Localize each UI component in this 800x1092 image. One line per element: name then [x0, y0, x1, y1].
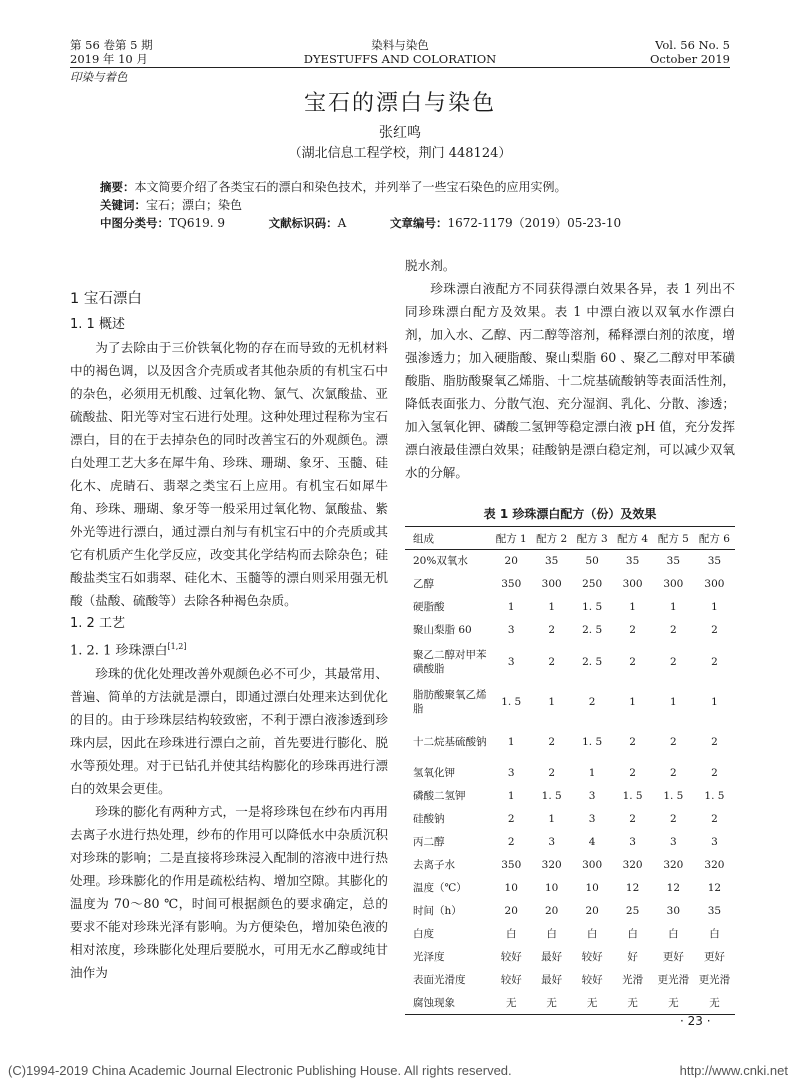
copyright-footer: (C)1994-2019 China Academic Journal Electronic Publishing House. All rights reserved. — [8, 1063, 512, 1078]
table-cell: 300 — [541, 578, 562, 590]
page-number: · 23 · — [680, 1014, 711, 1028]
table-cell: 2 — [629, 624, 636, 636]
table-cell: 2 — [629, 767, 636, 779]
table-row — [405, 900, 735, 923]
table-cell: 2 — [711, 813, 718, 825]
clc-label: 中图分类号： — [100, 216, 169, 230]
table-cell: 1. 5 — [582, 601, 603, 613]
section-heading-1: 1 宝石漂白 — [70, 291, 142, 307]
table-row-label: 温度（℃） — [413, 882, 467, 894]
table-cell: 4 — [588, 836, 596, 848]
table-cell: 20 — [504, 905, 518, 917]
right-column — [405, 254, 735, 484]
table-cell: 300 — [663, 578, 684, 590]
table-cell: 300 — [704, 578, 725, 590]
keywords-text: 宝石；漂白；染色 — [146, 198, 243, 212]
table-cell: 320 — [541, 859, 562, 871]
table-cell: 1 — [548, 695, 556, 708]
table-cell: 20 — [544, 905, 559, 917]
table-cell: 最好 — [541, 974, 563, 986]
table-cell: 3 — [588, 813, 596, 825]
left-column — [70, 282, 388, 984]
table-row-label: 时间（h） — [413, 905, 462, 917]
table-cell: 2 — [548, 624, 556, 636]
table-cell: 3 — [507, 624, 515, 636]
article-number-label: 文章编号： — [390, 216, 448, 230]
table-cell: 好 — [627, 951, 638, 963]
table-cell: 1 — [670, 601, 677, 613]
table-row — [405, 831, 735, 854]
table-row-label: 腐蚀现象 — [405, 992, 491, 1015]
table-cell: 320 — [622, 859, 643, 871]
table-cell: 12 — [666, 882, 681, 894]
section-column-label: 印染与着色 — [70, 70, 128, 84]
table-row — [405, 992, 735, 1015]
table-cell: 2 — [548, 735, 556, 748]
table-header-cell: 配方 2 — [531, 527, 571, 550]
table-cell: 35 — [666, 555, 681, 568]
table-cell: 2 — [711, 655, 718, 668]
keywords-label: 关键词： — [100, 198, 146, 212]
table-cell: 1 — [548, 601, 556, 613]
table-cell: 3 — [507, 767, 515, 779]
table-row-label: 乙醇 — [413, 578, 434, 590]
pearl-heading-ref: [1,2] — [167, 642, 187, 651]
table-cell: 3 — [548, 836, 556, 848]
table-row — [405, 682, 735, 722]
table-cell: 1. 5 — [582, 735, 603, 748]
table-row — [405, 877, 735, 900]
table-row — [405, 969, 735, 992]
table-header-cell: 配方 5 — [653, 527, 694, 550]
abstract-text: 本文简要介绍了各类宝石的漂白和染色技术，并列举了一些宝石染色的应用实例。 — [134, 180, 567, 194]
table-row-label: 聚山梨脂 60 — [413, 624, 472, 636]
table-cell: 无 — [653, 992, 694, 1015]
table-cell: 20 — [585, 905, 599, 917]
table-cell: 300 — [582, 859, 603, 871]
table-cell: 320 — [663, 859, 684, 871]
table-cell: 250 — [582, 578, 603, 590]
table-cell: 白 — [586, 928, 598, 940]
table-cell: 1 — [507, 735, 515, 748]
table-cell: 白 — [668, 928, 679, 940]
table-cell: 320 — [704, 859, 725, 871]
table-cell: 1 — [507, 601, 515, 613]
table-cell: 3 — [507, 655, 515, 668]
table-row-label: 20%双氧水 — [413, 555, 468, 568]
table-cell: 1 — [711, 601, 718, 613]
table-row-label: 丙二醇 — [413, 836, 445, 848]
table-row — [405, 785, 735, 808]
paragraph-overview: 为了去除由于三价铁氧化物的存在而导致的无机材料中的褐色调，以及因含介壳质或者其他杂质的有机宝石中的杂色，必须用无机酸、过氧化物、氯气、次氯酸盐、亚硫酸盐、阳光等对宝石进行处理。这种处理过程称为宝石漂白，目的在于去掉杂色的同时改善宝石的外观颜色。漂白处理工艺大多在犀牛角、珍珠、珊瑚、象牙、玉髓、硅化木、虎睛石、翡翠之类宝石上应用。有机宝石如犀牛角、珍珠、珊瑚、象牙等一般采用过氧化物、氯酸盐、紫外光等进行漂白，通过漂白剂与有机宝石中的介壳质或其它有机质产生化学反应，改变其化学结构而去除杂色；硅酸盐类宝石如翡翠、硅化木、玉髓等的漂白则采用强无机酸（盐酸、硫酸等）去除各种褐色杂质。 — [70, 340, 388, 608]
table-cell: 无 — [694, 992, 735, 1015]
header-date: 2019 年 10 月 — [70, 52, 148, 66]
header-volume-en: Vol. 56 No. 5 — [655, 38, 730, 52]
header-journal-en: DYESTUFFS AND COLORATION — [303, 52, 497, 66]
table-cell: 白 — [546, 928, 557, 940]
table-cell: 较好 — [500, 974, 522, 986]
subsection-heading-process: 1. 2 工艺 — [70, 616, 125, 631]
table-body — [405, 550, 735, 1015]
table-header-cell: 配方 6 — [694, 527, 735, 550]
doc-code-value: A — [337, 216, 347, 230]
table-cell: 1 — [711, 695, 718, 708]
article-title: 宝石的漂白与染色 — [303, 91, 496, 116]
table-cell: 3 — [629, 836, 636, 848]
table-cell: 35 — [707, 555, 722, 568]
table-cell: 2 — [548, 767, 556, 779]
table-row — [405, 946, 735, 969]
table-cell: 1 — [629, 695, 636, 708]
header-date-en: October 2019 — [649, 52, 730, 66]
table-cell: 30 — [666, 905, 681, 917]
table-cell: 35 — [544, 555, 559, 568]
table-cell: 白 — [627, 928, 638, 940]
table-header-row — [405, 527, 735, 550]
table-header-cell: 配方 1 — [491, 527, 531, 550]
table-cell: 1. 5 — [704, 790, 725, 802]
abstract — [100, 178, 567, 196]
table-row-label: 光泽度 — [413, 951, 445, 963]
subsection-heading-overview: 1. 1 概述 — [70, 317, 125, 332]
table-cell: 2 — [670, 813, 677, 825]
table-row-label: 聚乙二醇对甲苯磺酸脂 — [413, 648, 487, 675]
table-cell: 2 — [588, 695, 596, 708]
table-row — [405, 923, 735, 946]
author-name: 张红鸣 — [379, 125, 421, 141]
header-rule — [70, 67, 730, 68]
table-cell: 300 — [622, 578, 643, 590]
table-cell: 20 — [504, 555, 518, 568]
table-cell: 更好 — [703, 951, 725, 963]
table-cell: 2 — [711, 767, 718, 779]
table-cell: 2. 5 — [582, 624, 603, 636]
table-cell: 25 — [625, 905, 640, 917]
paragraph-bleach-formulas: 珍珠漂白液配方不同获得漂白效果各异，表 1 列出不同珍珠漂白配方及效果。表 1 中漂白液以双氧水作漂白剂，加入水、乙醇、丙二醇等溶剂，稀释漂白剂的浓度，增强渗透力；加入硬脂酸、聚山梨脂 60 、聚乙二醇对甲苯磺酸脂、脂肪酸聚氧乙烯脂、十二烷基硫酸钠等表面活性剂，降低表面张力、分散气泡、充分湿润、乳化、分散、渗透；加入氢氧化钾、磷酸二氢钾等稳定漂白液 pH 值，充分发挥漂白液最佳漂白效果；硅酸钠是漂白稳定剂，可以减少双氧水的分解。 — [405, 281, 735, 480]
table-row-label: 十二烷基硫酸钠 — [413, 735, 487, 748]
table-cell: 10 — [504, 882, 518, 894]
cnki-url-footer: http://www.cnki.net — [679, 1063, 788, 1078]
doc-code-label: 文献标识码： — [268, 216, 338, 230]
table-cell: 10 — [544, 882, 559, 894]
table-cell: 2 — [507, 813, 515, 825]
table-header-cell: 配方 3 — [572, 527, 612, 550]
table-row — [405, 808, 735, 831]
paragraph-pearl-swelling: 珍珠的膨化有两种方式，一是将珍珠包在纱布内再用去离子水进行热处理，纱布的作用可以降低水中杂质沉积对珍珠的影响；二是直接将珍珠浸入配制的溶液中进行热处理。珍珠膨化的作用是疏松结构、增加空隙。其膨化的温度为 70～80 ℃，时间可根据颜色的要求确定，总的要求不能对珍珠光泽有影响。为方便染色，增加染色液的相对浓度，珍珠膨化处理后要脱水，可用无水乙醇或纯甘油作为 — [70, 804, 388, 981]
table-row-label: 脂肪酸聚氧乙烯脂 — [413, 688, 487, 715]
table-header-cell: 组成 — [405, 527, 491, 550]
table-row-label: 去离子水 — [413, 859, 455, 871]
table-cell: 无 — [531, 992, 571, 1015]
table-cell: 2 — [670, 624, 677, 636]
table-cell: 1. 5 — [622, 790, 643, 802]
table-row — [405, 762, 735, 785]
table-cell: 2 — [548, 655, 556, 668]
subsubsection-heading-pearl — [70, 635, 388, 662]
table-cell: 较好 — [581, 951, 603, 963]
table-header-cell: 配方 4 — [612, 527, 652, 550]
paragraph-pearl-bleaching: 珍珠的优化处理改善外观颜色必不可少，其最常用、普遍、简单的方法就是漂白，即通过漂白处理来达到优化的目的。由于珍珠层结构较致密，不利于漂白液渗透到珍珠内层，因此在珍珠进行漂白之前，首先要进行膨化、脱水等预处理。对于已钻孔并使其结构膨化的珍珠再进行漂白的效果会更佳。 — [70, 666, 388, 797]
table-cell: 350 — [501, 859, 522, 871]
table-cell: 2 — [629, 655, 636, 668]
table-cell: 1 — [548, 813, 556, 825]
table-cell: 1 — [670, 695, 677, 708]
table-cell: 2 — [711, 624, 718, 636]
table-row-label: 白度 — [413, 928, 434, 940]
table-cell: 2 — [629, 735, 636, 748]
table-cell: 2. 5 — [582, 655, 603, 668]
abstract-label: 摘要： — [100, 180, 135, 194]
table-cell: 较好 — [500, 951, 522, 963]
table-cell: 2 — [670, 767, 677, 779]
header-journal-cn: 染料与染色 — [371, 38, 429, 52]
table-cell: 最好 — [541, 951, 563, 963]
table-cell: 50 — [585, 555, 599, 568]
header-volume-issue: 第 56 卷第 5 期 — [70, 38, 153, 52]
table-row-label: 硬脂酸 — [413, 601, 445, 613]
table-cell: 12 — [625, 882, 640, 894]
table-cell: 更好 — [662, 951, 684, 963]
table-cell: 1 — [629, 601, 636, 613]
table-cell: 1 — [507, 790, 515, 802]
table-cell: 1. 5 — [663, 790, 684, 802]
table-cell: 2 — [670, 655, 677, 668]
table-cell: 1. 5 — [541, 790, 562, 802]
table-cell: 1. 5 — [501, 695, 522, 708]
table-row — [405, 550, 735, 573]
table-cell: 1 — [588, 767, 596, 779]
table-cell: 2 — [507, 836, 515, 848]
table-row — [405, 573, 735, 596]
table-cell: 2 — [711, 735, 718, 748]
table-cell: 较好 — [581, 974, 603, 986]
table-cell: 2 — [629, 813, 636, 825]
table-cell: 无 — [491, 992, 531, 1015]
table-caption: 表 1 珍珠漂白配方（份）及效果 — [483, 507, 657, 521]
table-cell: 白 — [709, 928, 720, 940]
bleaching-formula-table — [405, 526, 735, 1015]
table-cell: 更光滑 — [657, 974, 690, 986]
table-row-label: 氢氧化钾 — [413, 767, 455, 779]
pearl-heading-text: 1. 2. 1 珍珠漂白 — [70, 643, 168, 659]
classification-line — [100, 214, 700, 232]
table-cell: 更光滑 — [698, 974, 731, 986]
table-row — [405, 722, 735, 762]
table-row — [405, 596, 735, 619]
table-row — [405, 854, 735, 877]
table-cell: 12 — [707, 882, 722, 894]
table-cell: 10 — [585, 882, 599, 894]
table-row-label: 硅酸钠 — [413, 813, 445, 825]
table-cell: 白 — [505, 928, 517, 940]
table-row-label: 表面光滑度 — [413, 974, 466, 986]
table-cell: 2 — [670, 735, 677, 748]
clc-value: TQ619. 9 — [169, 216, 226, 230]
table-row — [405, 642, 735, 682]
table-cell: 3 — [670, 836, 677, 848]
keywords — [100, 196, 242, 214]
table-cell: 光滑 — [622, 974, 644, 986]
table-cell: 35 — [625, 555, 640, 568]
author-affiliation: （湖北信息工程学校，荆门 448124） — [288, 146, 512, 161]
table-cell: 350 — [501, 578, 522, 590]
table-row-label: 磷酸二氢钾 — [413, 790, 466, 802]
table-cell: 3 — [711, 836, 718, 848]
table-cell: 35 — [707, 905, 722, 917]
table-row — [405, 619, 735, 642]
article-number-value: 1672-1179（2019）05-23-10 — [447, 216, 622, 230]
paragraph-continued: 脱水剂。 — [405, 258, 456, 273]
table-cell: 3 — [588, 790, 596, 802]
table-cell: 无 — [612, 992, 652, 1015]
table-cell: 无 — [572, 992, 612, 1015]
